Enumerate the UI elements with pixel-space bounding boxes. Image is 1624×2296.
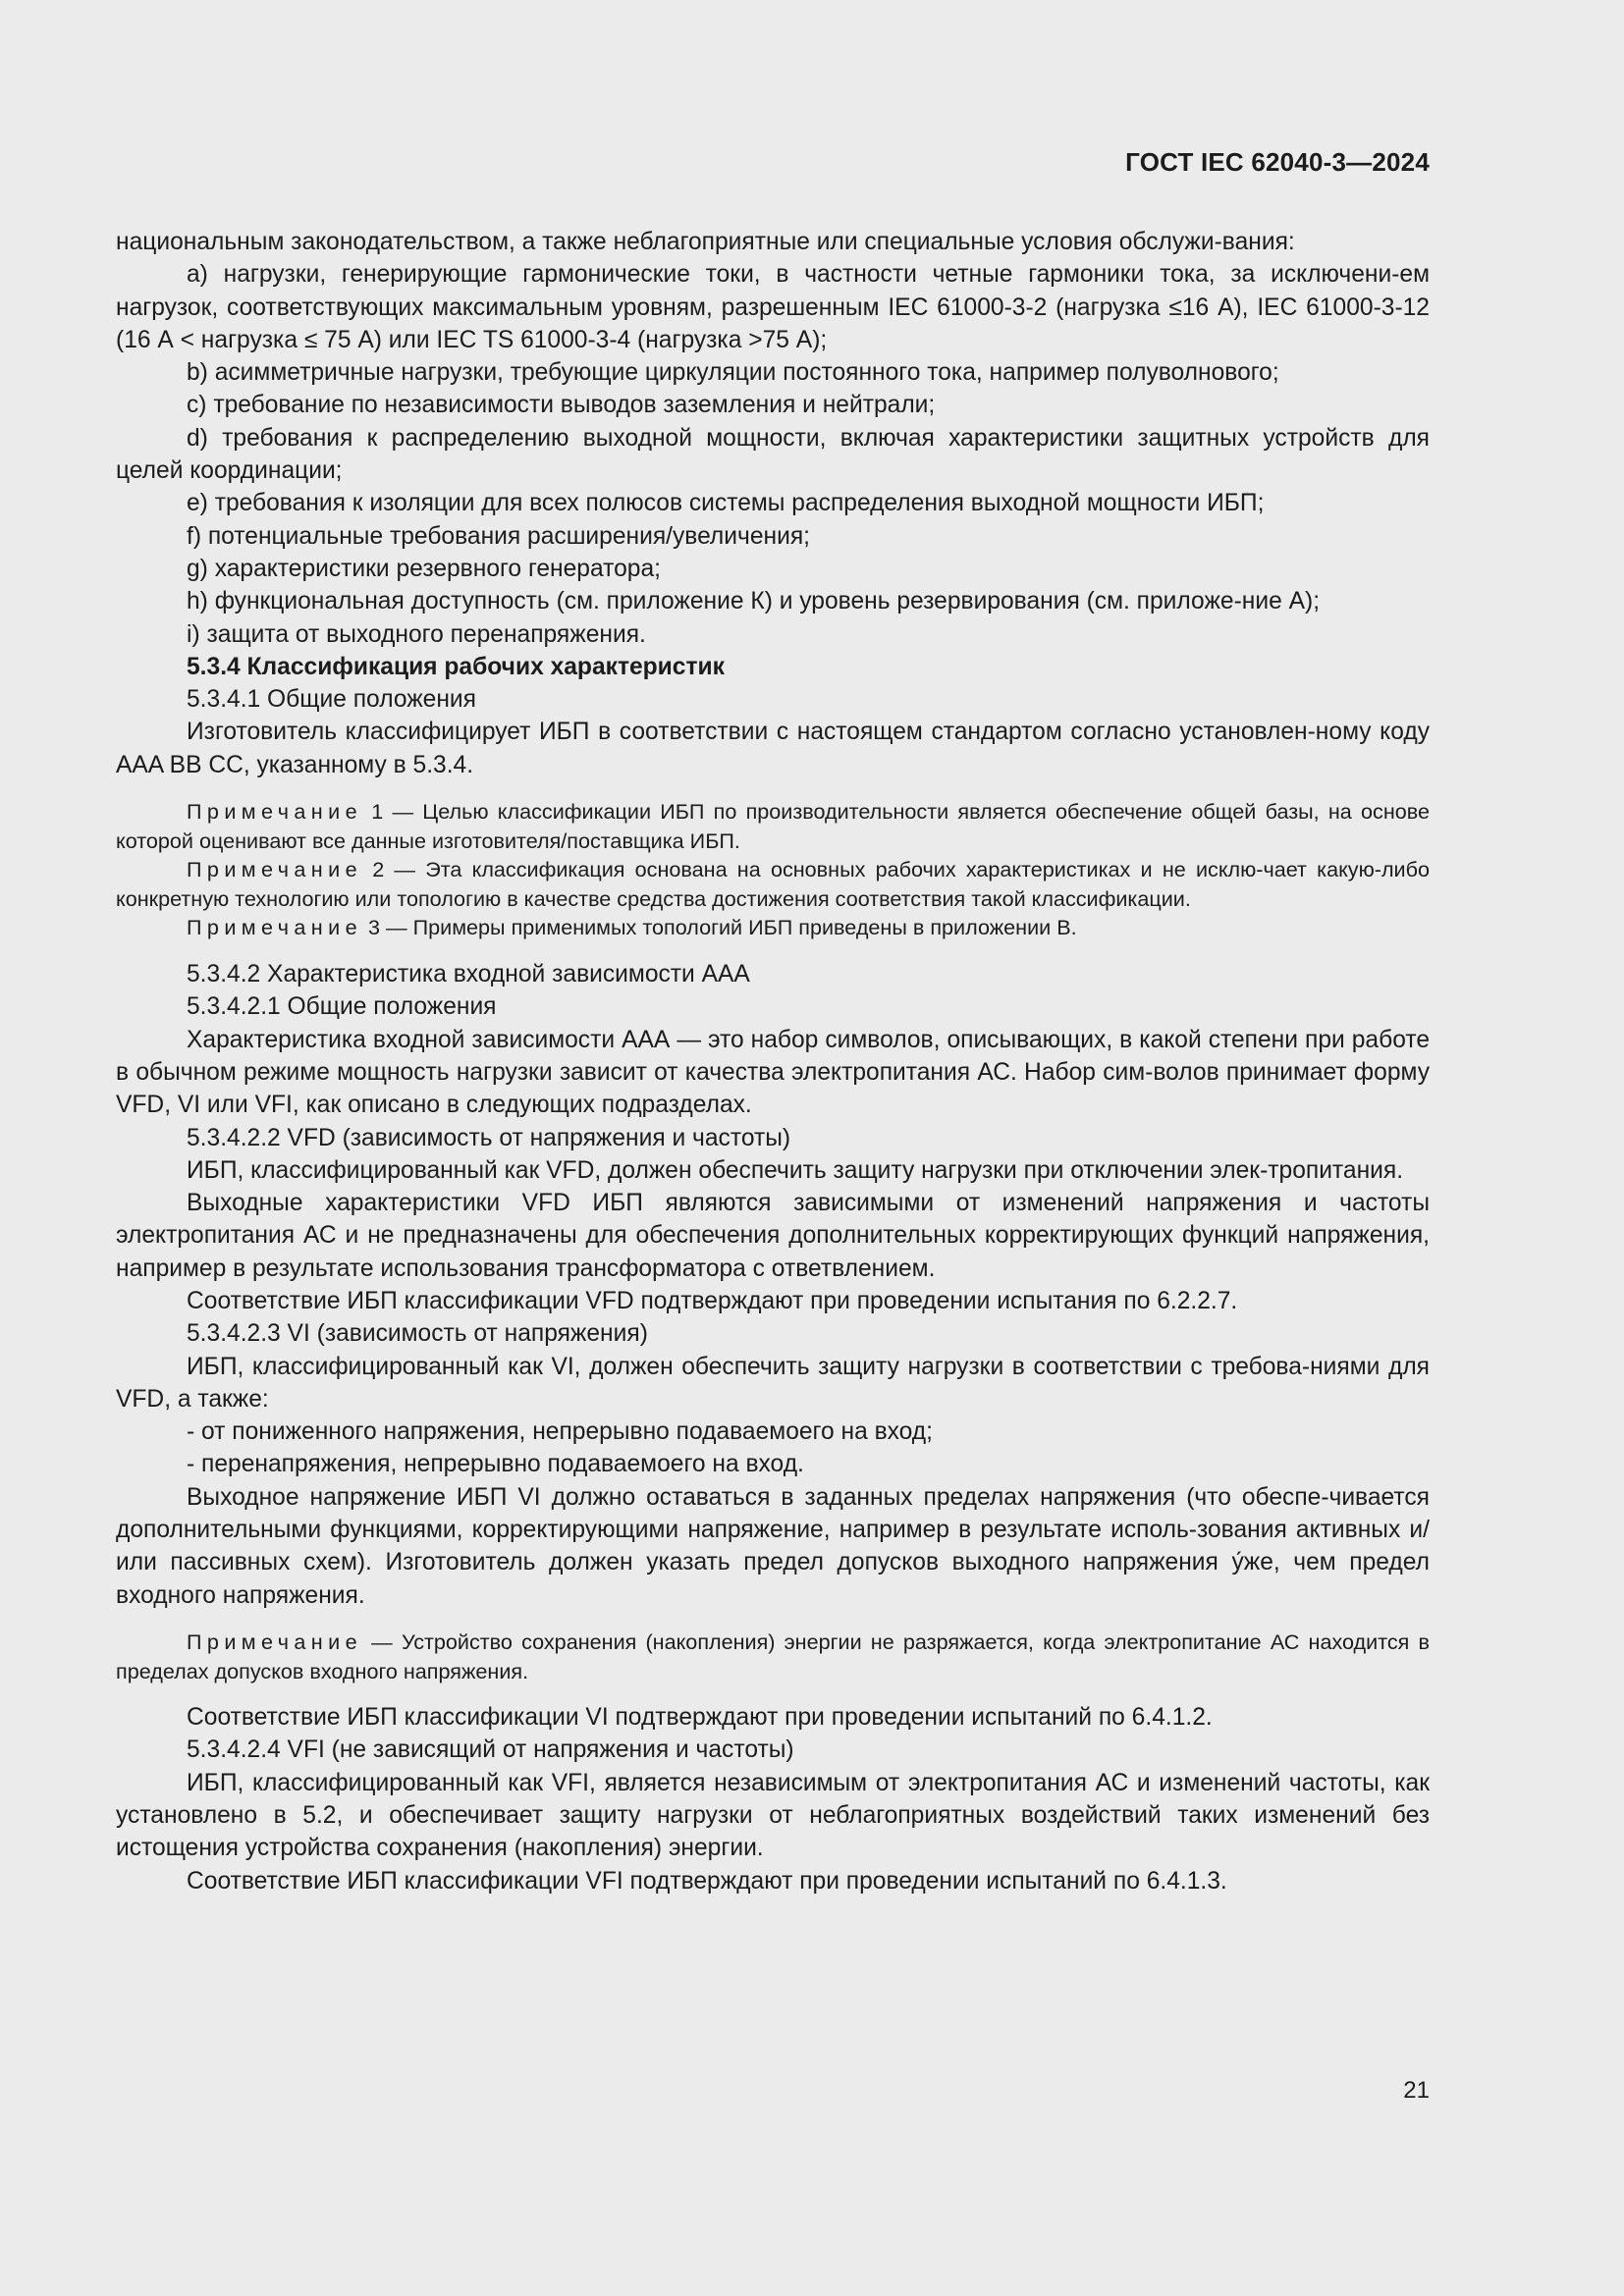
list-item-e: e) требования к изоляции для всех полюсов системы распределения выходной мощности ИБП; (187, 490, 1265, 517)
list-item-d: d) требования к распределению выходной мощности, включая характеристики защитных устройств для целей координации; (116, 424, 1430, 485)
document-header: ГОСТ IEC 62040-3—2024 (1125, 147, 1430, 177)
page-content (116, 226, 1430, 1897)
paragraph-5-3-4-2-2-b: Выходные характеристики VFD ИБП являются зависимыми от изменений напряжения и частоты электропитания АС и не предназначены для обеспечения дополнительных корректирующих функций напряжения, например в результате использования трансформатора с ответвлением. (116, 1190, 1430, 1282)
note-label: Примечание (187, 857, 362, 882)
section-heading-5-3-4-2-3: 5.3.4.2.3 VI (зависимость от напряжения) (187, 1320, 648, 1348)
note-2 (116, 855, 1430, 913)
page-number: 21 (1403, 2077, 1430, 2104)
paragraph-5-3-4-2-2-a: ИБП, классифицированный как VFD, должен обеспечить защиту нагрузки при отключении элек-тропитания. (187, 1156, 1404, 1184)
note-block-vi (116, 1628, 1430, 1685)
dash-list-item: - перенапряжения, непрерывно подаваемоего на вход. (187, 1451, 804, 1478)
note-label: Примечание (187, 799, 362, 825)
list-item-f: f) потенциальные требования расширения/увеличения; (187, 522, 810, 550)
list-item-i: i) защита от выходного перенапряжения. (187, 620, 646, 648)
section-heading-5-3-4-2-2: 5.3.4.2.2 VFD (зависимость от напряжения и частоты) (187, 1124, 791, 1151)
note-vi (116, 1628, 1430, 1685)
paragraph-5-3-4-2-4-b: Соответствие ИБП классификации VFI подтверждают при проведении испытаний по 6.4.1.3. (187, 1867, 1227, 1895)
paragraph-5-3-4-2-3-c: Соответствие ИБП классификации VI подтверждают при проведении испытаний по 6.4.1.2. (187, 1704, 1213, 1732)
notes-block (116, 797, 1430, 942)
list-item-g: g) характеристики резервного генератора; (187, 555, 661, 582)
list-item-h: h) функциональная доступность (см. приложение К) и уровень резервирования (см. приложе-ние А); (187, 588, 1321, 615)
note-label: Примечание (187, 1629, 362, 1654)
section-heading-5-3-4-2-4: 5.3.4.2.4 VFI (не зависящий от напряжения и частоты) (187, 1736, 794, 1764)
note-3 (116, 913, 1430, 942)
list-item-a: а) нагрузки, генерирующие гармонические токи, в частности четные гармоники тока, за исключени-ем нагрузок, соответствующих максимальным уровням, разрешенным IEC 61000-3-2 (нагрузка ≤16 А), IEC 61000-3-12 (16 А < нагрузка ≤ 75 А) или IEC TS 61000-3-4 (нагрузка >75 А); (116, 261, 1430, 353)
note-text: — Устройство сохранения (накопления) энергии не разряжается, когда электропитание АС находится в пределах допусков входного напряжения. (116, 1629, 1430, 1683)
note-text: 3 — Примеры применимых топологий ИБП приведены в приложении В. (362, 915, 1077, 940)
section-heading-5-3-4: 5.3.4 Классификация рабочих характеристик (187, 653, 725, 680)
note-label: Примечание (187, 915, 362, 940)
list-item-c: c) требование по независимости выводов заземления и нейтрали; (187, 392, 936, 419)
paragraph-5-3-4-2-1: Характеристика входной зависимости ААА — это набор символов, описывающих, в какой степени при работе в обычном режиме мощность нагрузки зависит от качества электропитания АС. Набор сим-волов принимает форму VFD, VI или VFI, как описано в следующих подразделах. (116, 1026, 1430, 1119)
section-heading-5-3-4-2-1: 5.3.4.2.1 Общие положения (187, 993, 497, 1021)
paragraph-5-3-4-2-3-a: ИБП, классифицированный как VI, должен обеспечить защиту нагрузки в соответствии с требова-ниями для VFD, а также: (116, 1353, 1430, 1413)
list-item-b: b) асимметричные нагрузки, требующие циркуляции постоянного тока, например полуволнового; (187, 359, 1279, 387)
note-text: 1 — Целью классификации ИБП по производительности является обеспечение общей базы, на основе которой оценивают все данные изготовителя/поставщика ИБП. (116, 799, 1430, 853)
paragraph-5-3-4-2-2-c: Соответствие ИБП классификации VFD подтверждают при проведении испытания по 6.2.2.7. (187, 1287, 1238, 1314)
paragraph-5-3-4-2-4-a: ИБП, классифицированный как VFI, является независимым от электропитания АС и изменений частоты, как установлено в 5.2, и обеспечивает защиту нагрузки от неблагоприятных воздействий таких изменений без истощения устройства сохранения (накопления) энергии. (116, 1769, 1430, 1862)
intro-paragraph: национальным законодательством, а также неблагоприятные или специальные условия обслужи-вания: (116, 229, 1295, 255)
section-heading-5-3-4-2: 5.3.4.2 Характеристика входной зависимости ААА (187, 961, 750, 988)
note-text: 2 — Эта классификация основана на основных рабочих характеристиках и не исклю-чает какую-либо конкретную технологию или топологию в качестве средства достижения соответствия такой классификации. (116, 857, 1430, 911)
dash-list-item: - от пониженного напряжения, непрерывно подаваемоего на вход; (187, 1418, 933, 1446)
paragraph-5-3-4-2-3-b: Выходное напряжение ИБП VI должно оставаться в заданных пределах напряжения (что обеспе-чивается дополнительными функциями, корректирующими напряжение, например в результате исполь-зования активных и/или пассивных схем). Изготовитель должен указать предел допусков выходного напряжения у́же, чем предел входного напряжения. (116, 1483, 1430, 1609)
section-heading-5-3-4-1: 5.3.4.1 Общие положения (187, 686, 476, 714)
note-1 (116, 797, 1430, 855)
paragraph-5-3-4-1: Изготовитель классифицирует ИБП в соответствии с настоящем стандартом согласно установлен-ному коду AAA BB CC, указанному в 5.3.4. (116, 719, 1430, 778)
